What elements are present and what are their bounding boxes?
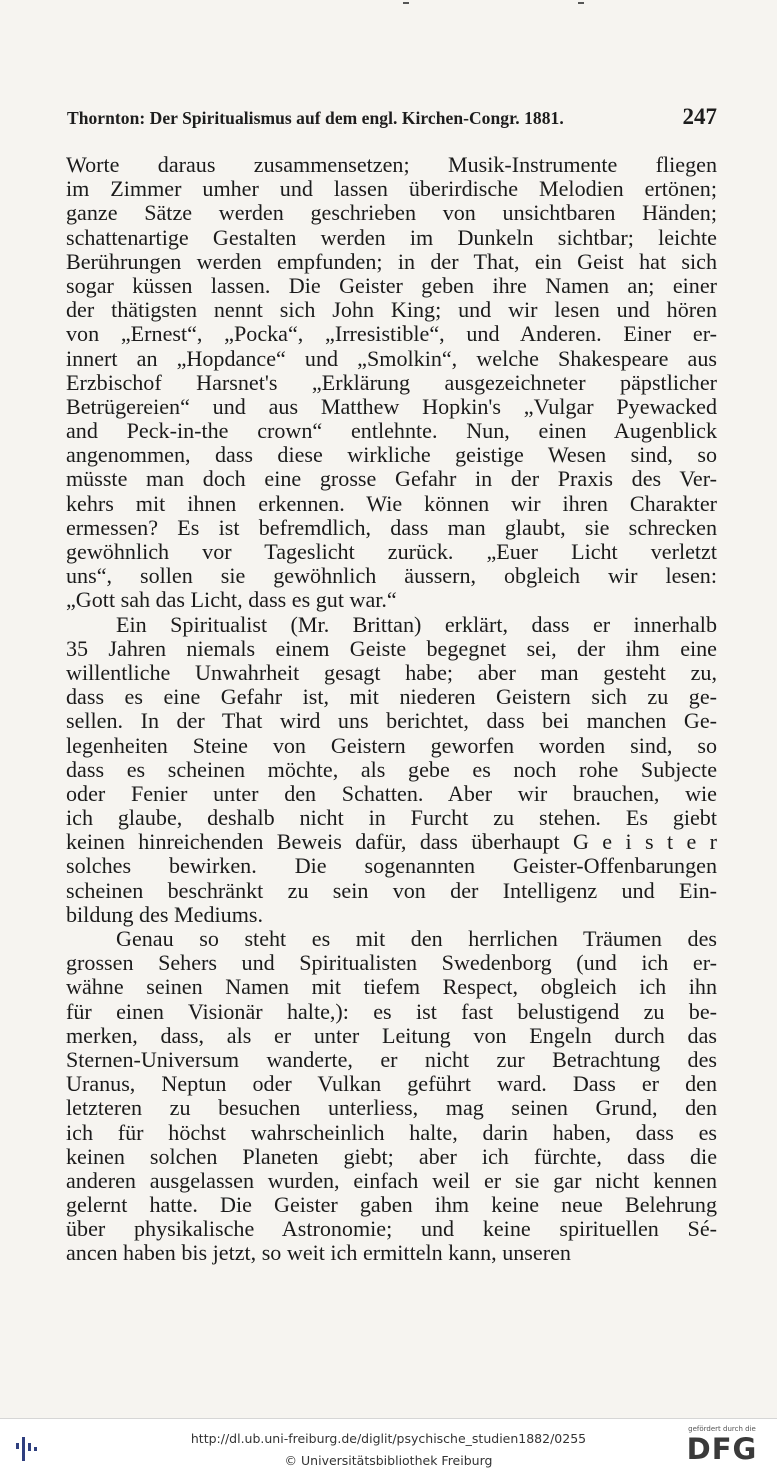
- text-line: Sternen-Universum wanderte, er nicht zur Betrachtung des: [66, 1046, 717, 1072]
- text-line: and Peck-in-the crown“ entlehnte. Nun, einen Augenblick: [66, 418, 717, 444]
- text-line: dass es scheinen möchte, als gebe es noch rohe Subjecte: [66, 756, 717, 782]
- text-line: gewöhnlich vor Tageslicht zurück. „Euer Licht verletzt: [66, 539, 717, 564]
- text-line: sellen. In der That wird uns berichtet, dass bei manchen Ge-: [66, 708, 717, 734]
- text-line: kehrs mit ihnen erkennen. Wie können wir ihren Charakter: [66, 490, 717, 516]
- text-line: keinen solchen Planeten giebt; aber ich fürchte, dass die: [66, 1143, 717, 1169]
- text-line: ganze Sätze werden geschrieben von unsichtbaren Händen;: [66, 200, 717, 226]
- text-line: Genau so steht es mit den herrlichen Träumen des: [116, 926, 717, 951]
- text-line: Ein Spiritualist (Mr. Brittan) erklärt, dass er innerhalb: [116, 611, 717, 637]
- text-line: gelernt hatte. Die Geister gaben ihm keine neue Belehrung: [66, 1192, 717, 1218]
- text-line: letzteren zu besuchen unterliess, mag seinen Grund, den: [66, 1095, 717, 1121]
- scan-edge-marks: [0, 2, 777, 12]
- text-line: Uranus, Neptun oder Vulkan geführt ward. Dass er den: [66, 1071, 717, 1097]
- text-line: Berührungen werden empfunden; in der That, ein Geist hat sich: [66, 248, 717, 274]
- text-line: sogar küssen lassen. Die Geister geben ihre Namen an; einer: [66, 272, 717, 298]
- running-title: Thornton: Der Spiritualismus auf dem engl. Kirchen-Congr. 1881.: [67, 108, 564, 128]
- text-line: angenommen, dass diese wirkliche geistige Wesen sind, so: [66, 442, 717, 468]
- text-line: solches bewirken. Die sogenannten Geister-Offenbarungen: [66, 853, 717, 879]
- text-line: dass es eine Gefahr ist, mit niederen Geistern sich zu ge-: [66, 684, 717, 710]
- page-number: 247: [682, 104, 717, 129]
- dfg-logo: [677, 1425, 767, 1473]
- body-text: [66, 153, 717, 1266]
- text-line: ermessen? Es ist befremdlich, dass man glaubt, sie schrecken: [66, 514, 717, 540]
- source-url-link[interactable]: http://dl.ub.uni-freiburg.de/diglit/psychische_studien1882/0255: [190, 1431, 587, 1446]
- text-line: der thätigsten nennt sich John King; und wir lesen und hören: [66, 297, 717, 323]
- text-line: bildung des Mediums.: [66, 901, 263, 927]
- text-line: innert an „Hopdance“ und „Smolkin“, welche Shakespeare aus: [66, 345, 717, 371]
- text-line: müsste man doch eine grosse Gefahr in der Praxis des Ver-: [66, 466, 717, 492]
- dfg-logo-text: DFG: [686, 1432, 758, 1466]
- text-line: ancen haben bis jetzt, so weit ich ermitteln kann, unseren: [66, 1240, 571, 1266]
- text-line: Worte daraus zusammensetzen; Musik-Instrumente fliegen: [66, 152, 717, 177]
- text-line: legenheiten Steine von Geistern geworfen worden sind, so: [66, 732, 717, 758]
- footer-bar: [0, 1418, 777, 1478]
- text-line: merken, dass, als er unter Leitung von Engeln durch das: [66, 1022, 717, 1048]
- text-line: von „Ernest“, „Pocka“, „Irresistible“, und Anderen. Einer er-: [66, 321, 717, 347]
- text-line: schattenartige Gestalten werden im Dunkeln sichtbar; leichte: [66, 224, 717, 250]
- dfg-funder-caption: gefördert durch die: [688, 1425, 756, 1433]
- running-header: [67, 104, 717, 130]
- text-line: oder Fenier unter den Schatten. Aber wir brauchen, wie: [66, 780, 717, 806]
- text-line: für einen Visionär halte,): es ist fast belustigend zu be-: [66, 998, 717, 1024]
- text-line: Erzbischof Harsnet's „Erklärung ausgezeichneter päpstlicher: [66, 369, 717, 395]
- text-line: scheinen beschränkt zu sein von der Intelligenz und Ein-: [66, 877, 717, 903]
- text-line: „Gott sah das Licht, dass es gut war.“: [66, 587, 397, 613]
- text-line: 35 Jahren niemals einem Geiste begegnet sei, der ihm eine: [66, 635, 717, 661]
- text-line: Betrügereien“ und aus Matthew Hopkin's „Vulgar Pyewacked: [66, 393, 717, 419]
- text-line: grossen Sehers und Spiritualisten Swedenborg (und ich er-: [66, 950, 717, 976]
- text-line: wähne seinen Namen mit tiefem Respect, obgleich ich ihn: [66, 974, 717, 1000]
- text-line: uns“, sollen sie gewöhnlich äussern, obgleich wir lesen:: [66, 563, 717, 589]
- text-line: im Zimmer umher und lassen überirdische Melodien ertönen;: [66, 176, 717, 202]
- copyright-notice: © Universitätsbibliothek Freiburg: [284, 1453, 493, 1468]
- text-line: keinen hinreichenden Beweis dafür, dass überhaupt G e i s t e r: [66, 829, 717, 855]
- text-line: über physikalische Astronomie; und keine spirituellen Sé-: [66, 1216, 717, 1242]
- text-line: ich für höchst wahrscheinlich halte, darin haben, dass es: [66, 1119, 717, 1145]
- text-line: anderen ausgelassen wurden, einfach weil er sie gar nicht kennen: [66, 1167, 717, 1193]
- text-line: willentliche Unwahrheit gesagt habe; aber man gesteht zu,: [66, 659, 717, 685]
- text-line: ich glaube, deshalb nicht in Furcht zu stehen. Es giebt: [66, 805, 717, 831]
